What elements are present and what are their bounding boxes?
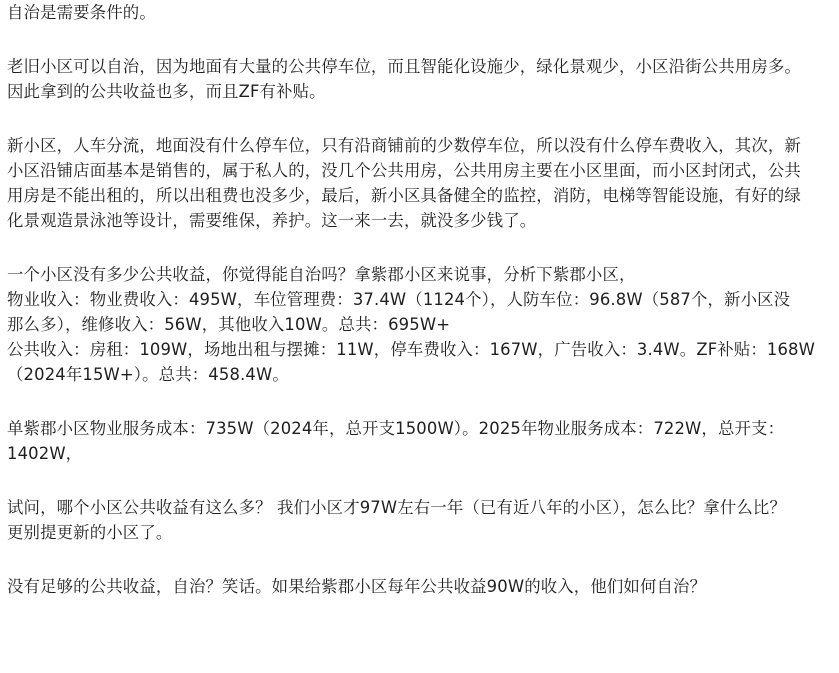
paragraph-service-cost: [7, 416, 833, 466]
paragraph-question: [7, 495, 833, 545]
text-line: 用房是不能出租的，所以出租费也没多少，最后，新小区具备健全的监控，消防，电梯等智能设施，有好的绿: [7, 186, 801, 205]
text-line: 更别提更新的小区了。: [7, 523, 173, 542]
text-line: 化景观造景泳池等设计，需要维保，养护。这一来一去，就没多少钱了。: [7, 211, 537, 230]
text-line: 单紫郡小区物业服务成本：735W（2024年，总开支1500W）。2025年物业服务成本：722W，总开支：: [7, 419, 785, 438]
text-line: （2024年15W+）。总共：458.4W。: [7, 365, 289, 384]
paragraph-new-community: [7, 133, 833, 233]
paragraph-gap: [7, 387, 833, 416]
text-line: 公共收入：房租：109W，场地出租与摆摊：11W，停车费收入：167W，广告收入：3.4W。ZF补贴：168W: [7, 340, 815, 359]
paragraph-gap: [7, 233, 833, 262]
paragraph-old-community: [7, 54, 833, 104]
text-line: 新小区，人车分流，地面没有什么停车位，只有沿商铺前的少数停车位，所以没有什么停车费收入，其次，新: [7, 136, 801, 155]
paragraph-gap: [7, 104, 833, 133]
text-line: 自治是需要条件的。: [7, 3, 156, 22]
paragraph-intro: [7, 0, 833, 25]
text-line: 没有足够的公共收益，自治？笑话。如果给紫郡小区每年公共收益90W的收入，他们如何自治？: [7, 577, 707, 596]
text-line: 物业收入：物业费收入：495W，车位管理费：37.4W（1124个），人防车位：96.8W（587个，新小区没: [7, 290, 791, 309]
paragraph-gap: [7, 25, 833, 54]
text-line: 因此拿到的公共收益也多，而且ZF有补贴。: [7, 82, 326, 101]
text-line: 那么多），维修收入：56W，其他收入10W。总共：695W+: [7, 315, 451, 334]
text-line: 试问，哪个小区公共收益有这么多？ 我们小区才97W左右一年（已有近八年的小区），怎么比？拿什么比？: [7, 498, 786, 517]
document-body: [7, 0, 833, 599]
text-line: 老旧小区可以自治，因为地面有大量的公共停车位，而且智能化设施少，绿化景观少，小区沿街公共用房多。: [7, 57, 801, 76]
text-line: 小区沿铺店面基本是销售的，属于私人的，没几个公共用房，公共用房主要在小区里面，而小区封闭式，公共: [7, 161, 801, 180]
paragraph-gap: [7, 466, 833, 495]
paragraph-zijun-analysis: [7, 262, 833, 387]
paragraph-gap: [7, 545, 833, 574]
text-line: 1402W，: [7, 444, 83, 463]
paragraph-conclusion: [7, 574, 833, 599]
text-line: 一个小区没有多少公共收益，你觉得能自治吗？拿紫郡小区来说事，分析下紫郡小区，: [7, 265, 636, 284]
